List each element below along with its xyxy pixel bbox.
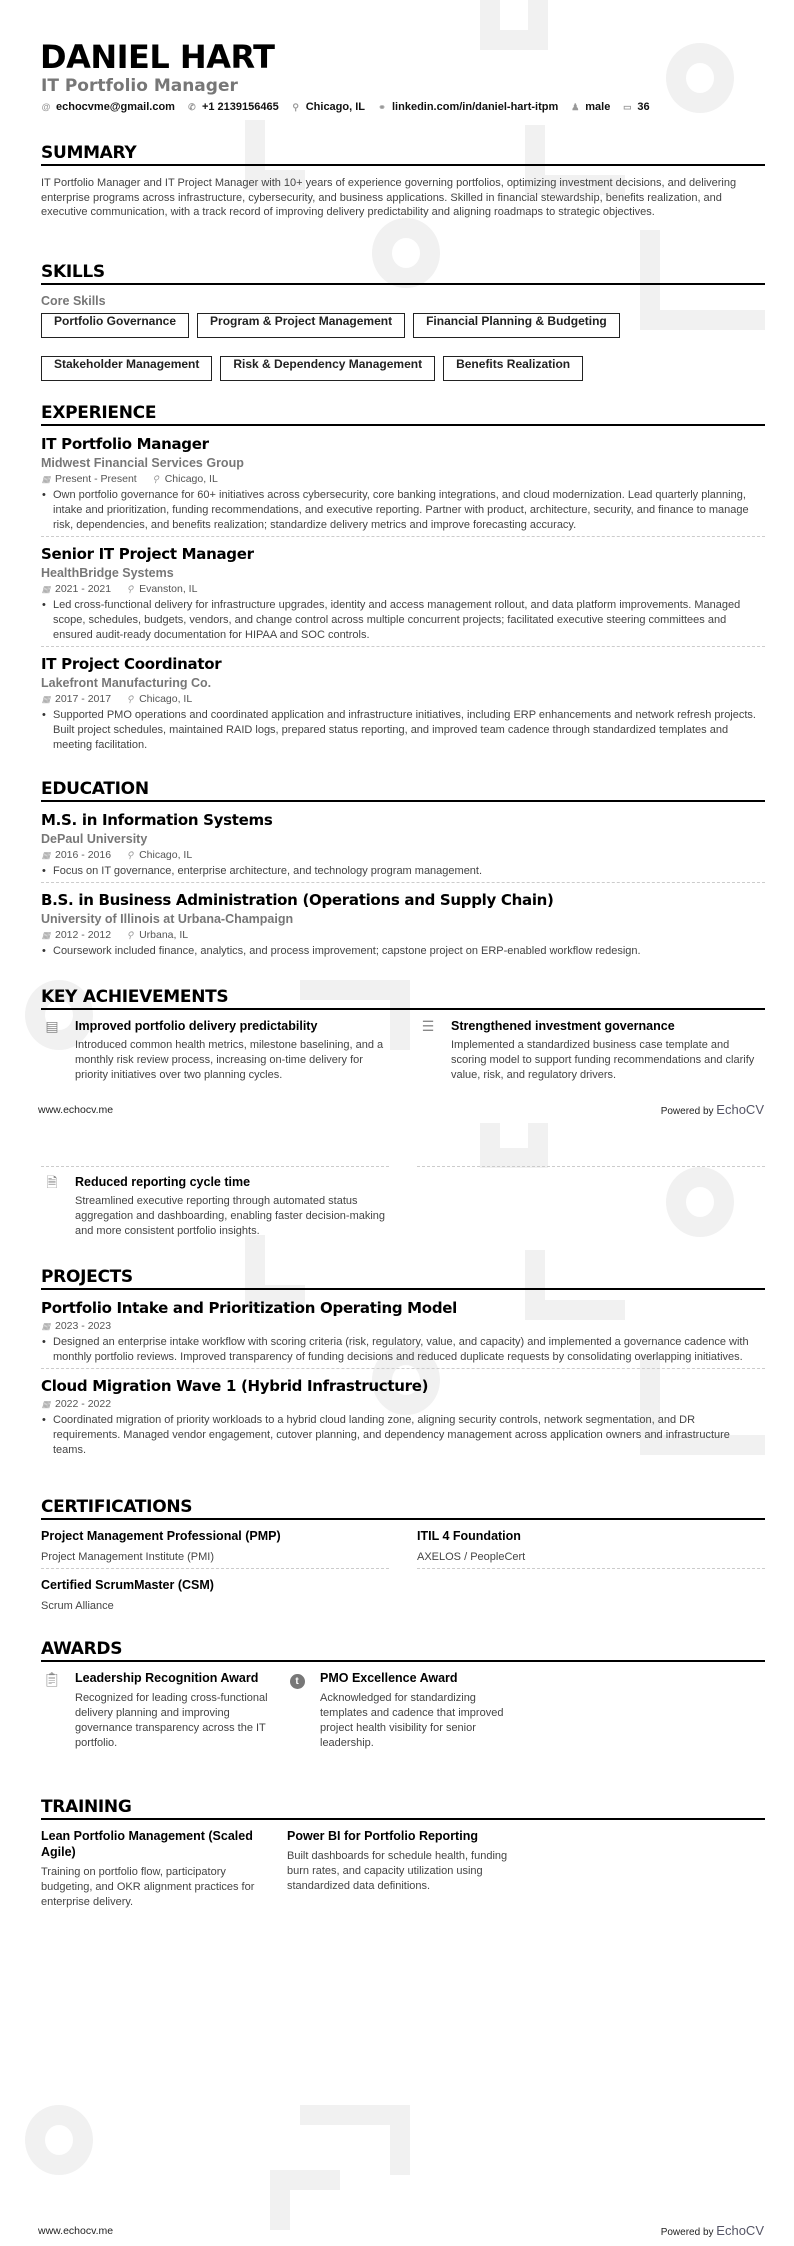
dates: 2022 - 2022 <box>55 1398 112 1410</box>
achievement-item <box>41 1017 389 1083</box>
training-item <box>287 1828 515 1910</box>
project-title: Portfolio Intake and Prioritization Operating Model <box>41 1299 457 1317</box>
skill-tags <box>41 313 765 381</box>
contact-text: 36 <box>637 101 650 113</box>
calendar-icon: ▦ <box>41 930 51 940</box>
awards-section <box>41 1639 765 1751</box>
dates: 2016 - 2016 <box>55 849 112 861</box>
location-icon: ⚲ <box>126 584 134 594</box>
watermark-bracket <box>480 1123 548 1168</box>
experience-entry <box>41 654 765 756</box>
dates: 2012 - 2012 <box>55 929 112 941</box>
training-section <box>41 1797 765 1910</box>
entry-meta <box>41 1319 765 1333</box>
project-title: Cloud Migration Wave 1 (Hybrid Infrastructure) <box>41 1377 429 1395</box>
dates: Present - Present <box>55 473 137 485</box>
training-title: Power BI for Portfolio Reporting <box>287 1829 478 1843</box>
brand-logo: EchoCV <box>716 2223 764 2238</box>
training-title: Lean Portfolio Management (Scaled Agile) <box>41 1829 253 1859</box>
contact-location <box>291 99 365 115</box>
bullet: • Own portfolio governance for 60+ initiatives across cybersecurity, core banking integrations, and cloud modernization. Lead quarterly planning, intake and prioritization, funding recommendations, and executive reporting. Partner with product, architecture, security, and finance to manage risk, dependencies, and benefits realization; standardize delivery metrics and improve forecasting accuracy. <box>53 488 765 533</box>
cert-issuer: Scrum Alliance <box>41 1600 114 1612</box>
badge-icon: t <box>286 1670 308 1751</box>
certification-item <box>41 1527 389 1569</box>
contact-list <box>41 99 650 115</box>
section-title: KEY ACHIEVEMENTS <box>41 987 765 1010</box>
calendar-icon: ▦ <box>41 474 51 484</box>
bullet: • Focus on IT governance, enterprise architecture, and technology program management. <box>53 864 765 879</box>
location: Chicago, IL <box>139 849 193 861</box>
bullet: • Led cross-functional delivery for infrastructure upgrades, identity and access management rollout, and data platform improvements. Managed scope, schedules, budgets, vendors, and change control across multiple concurrent projects; facilitated executive steering committees and ensured audit-ready documentation for HIPAA and SOC controls. <box>53 598 765 643</box>
certification-item <box>417 1527 765 1569</box>
company-name: Lakefront Manufacturing Co. <box>41 676 212 690</box>
achievements-section <box>41 987 765 1083</box>
achievement-text: Implemented a standardized business case template and scoring model to support funding recommendations and clarify value, risk, and regulatory drivers. <box>451 1039 755 1081</box>
dates: 2017 - 2017 <box>55 693 112 705</box>
contact-text: male <box>585 101 611 113</box>
section-title: TRAINING <box>41 1797 765 1820</box>
watermark-corner <box>300 2105 410 2175</box>
school: University of Illinois at Urbana-Champaign <box>41 912 294 926</box>
cert-title: Certified ScrumMaster (CSM) <box>41 1578 214 1592</box>
training-item <box>41 1828 269 1910</box>
cert-title: Project Management Professional (PMP) <box>41 1529 281 1543</box>
powered-by <box>661 2223 764 2238</box>
award-text: Acknowledged for standardizing templates and cadence that improved project health visibility for senior leadership. <box>320 1692 504 1749</box>
clipboard-icon: 📋︎ <box>43 1671 61 1687</box>
skill-tag: Portfolio Governance <box>41 313 189 338</box>
entry-meta <box>41 472 765 486</box>
section-title: CERTIFICATIONS <box>41 1497 765 1520</box>
training-text: Training on portfolio flow, participatory budgeting, and OKR alignment practices for enterprise delivery. <box>41 1866 255 1908</box>
section-title: SUMMARY <box>41 143 765 166</box>
candidate-name: DANIEL HART <box>40 38 275 76</box>
footer-site[interactable]: www.echocv.me <box>38 1104 114 1116</box>
location-icon: ⚲ <box>152 474 159 484</box>
bullet: • Supported PMO operations and coordinated application and infrastructure initiatives, including ERP enhancements and network refresh projects. Built project schedules, maintained RAID logs, prepared status reporting, and improved team cadence through standardized templates and meeting facilitation. <box>53 708 765 753</box>
education-entry <box>41 890 765 962</box>
watermark-ring <box>25 2105 93 2175</box>
phone-icon: ✆ <box>188 102 196 112</box>
experience-entry <box>41 434 765 537</box>
bullet: • Coordinated migration of priority workloads to a hybrid cloud landing zone, aligning security controls, network segmentation, and DR requirements. Managed vendor engagement, cutover planning, and dependency management across application owners and infrastructure teams. <box>53 1413 765 1458</box>
achievements-continued <box>41 1166 765 1239</box>
project-entry <box>41 1376 765 1461</box>
award-item <box>286 1670 516 1751</box>
entry-meta <box>41 692 765 706</box>
calendar-chart-icon: ▤ <box>45 1018 59 1034</box>
watermark-bracket <box>270 2170 340 2230</box>
watermark-bracket <box>480 0 548 50</box>
brand-logo: EchoCV <box>716 1102 764 1117</box>
achievement-title: Reduced reporting cycle time <box>75 1175 251 1189</box>
contact-linkedin[interactable] <box>377 99 558 115</box>
training-text: Built dashboards for schedule health, funding burn rates, and capacity utilization using standardized data definitions. <box>287 1850 508 1892</box>
cert-issuer: Project Management Institute (PMI) <box>41 1551 215 1563</box>
award-text: Recognized for leading cross-functional delivery planning and improving governance transparency across the IT portfolio. <box>75 1692 268 1749</box>
calendar-icon: ▦ <box>41 1399 51 1409</box>
contact-email[interactable] <box>41 99 175 115</box>
summary-text: IT Portfolio Manager and IT Project Manager with 10+ years of experience governing portfolios, optimizing investment decisions, and delivering enterprise programs across infrastructure, cybersecurity, and business applications. Skilled in financial stewardship, benefits realization, and executive communication, with a track record of improving delivery predictability and aligning roadmaps to strategic objectives. <box>41 177 737 218</box>
calendar-icon: ▦ <box>41 850 51 860</box>
entry-meta <box>41 582 765 596</box>
list-icon: ☰ <box>421 1018 435 1034</box>
location: Chicago, IL <box>139 693 193 705</box>
skill-tag: Benefits Realization <box>443 356 583 381</box>
experience-section <box>41 403 765 756</box>
dates: 2021 - 2021 <box>55 583 112 595</box>
calendar-icon: ▦ <box>41 584 51 594</box>
achievement-title: Strengthened investment governance <box>451 1019 675 1033</box>
skill-tag: Financial Planning & Budgeting <box>413 313 620 338</box>
watermark-ring <box>666 43 734 113</box>
entry-meta <box>41 848 765 862</box>
job-title: IT Project Coordinator <box>41 655 222 673</box>
calendar-icon: ▦ <box>41 694 51 704</box>
job-title: IT Portfolio Manager <box>41 435 209 453</box>
powered-label: Powered by <box>660 2227 714 2238</box>
user-icon: ♟ <box>571 102 580 112</box>
entry-meta <box>41 1397 765 1411</box>
link-icon: ⚭ <box>378 102 386 112</box>
location-icon: ⚲ <box>126 850 134 860</box>
education-section <box>41 779 765 962</box>
calendar-icon: ▦ <box>41 1321 51 1331</box>
contact-text: Chicago, IL <box>305 101 365 113</box>
certifications-section <box>41 1497 765 1617</box>
award-item <box>41 1670 271 1751</box>
skill-group-label: Core Skills <box>41 294 106 308</box>
achievement-text: Streamlined executive reporting through automated status aggregation and dashboarding, enabling faster decision-making and more consistent portfolio insights. <box>75 1195 386 1237</box>
company-name: HealthBridge Systems <box>41 566 174 580</box>
experience-entry <box>41 544 765 647</box>
document-yen-icon: 🗎 <box>46 1174 58 1190</box>
candidate-role: IT Portfolio Manager <box>41 76 238 96</box>
achievement-item <box>41 1173 389 1239</box>
contact-text: echocvme@gmail.com <box>56 101 175 113</box>
cert-issuer: AXELOS / PeopleCert <box>417 1551 526 1563</box>
contact-text: +1 2139156465 <box>201 101 279 113</box>
job-title: Senior IT Project Manager <box>41 545 254 563</box>
bullet: • Designed an enterprise intake workflow with scoring criteria (risk, regulatory, value, and capacity) and implemented a governance cadence with monthly portfolio reviews. Improved transparency of funding decisions and reduced duplicate requests by consolidating overlapping initiatives. <box>53 1335 765 1365</box>
location-icon: ⚲ <box>292 102 300 112</box>
powered-label: Powered by <box>660 1106 714 1117</box>
section-title: SKILLS <box>41 262 765 285</box>
section-title: EDUCATION <box>41 779 765 802</box>
location-icon: ⚲ <box>126 694 134 704</box>
skill-tag: Risk & Dependency Management <box>220 356 435 381</box>
company-name: Midwest Financial Services Group <box>41 456 244 470</box>
contact-phone[interactable] <box>187 99 279 115</box>
calendar-icon: ▭ <box>623 102 632 112</box>
location: Urbana, IL <box>139 929 189 941</box>
location-icon: ⚲ <box>126 930 134 940</box>
location: Evanston, IL <box>139 583 198 595</box>
award-title: Leadership Recognition Award <box>75 1671 259 1685</box>
school: DePaul University <box>41 832 148 846</box>
achievement-title: Improved portfolio delivery predictability <box>75 1019 318 1033</box>
project-entry <box>41 1298 765 1369</box>
cert-title: ITIL 4 Foundation <box>417 1529 521 1543</box>
projects-section <box>41 1267 765 1461</box>
degree: B.S. in Business Administration (Operations and Supply Chain) <box>41 891 554 909</box>
contact-age <box>622 99 649 115</box>
section-title: EXPERIENCE <box>41 403 765 426</box>
award-title: PMO Excellence Award <box>320 1671 458 1685</box>
achievement-text: Introduced common health metrics, milestone baselining, and a monthly risk review process, increasing on-time delivery for priority initiatives over two planning cycles. <box>75 1039 384 1081</box>
entry-meta <box>41 928 765 942</box>
section-title: PROJECTS <box>41 1267 765 1290</box>
contact-text: linkedin.com/in/daniel-hart-itpm <box>392 101 559 113</box>
skills-section <box>41 262 765 381</box>
achievement-item <box>417 1017 765 1083</box>
footer-site[interactable]: www.echocv.me <box>38 2225 114 2237</box>
degree: M.S. in Information Systems <box>41 811 273 829</box>
bullet: • Coursework included finance, analytics, and process improvement; capstone project on ERP-enabled workflow redesign. <box>53 944 765 959</box>
summary-section <box>41 143 765 220</box>
certification-item <box>41 1576 389 1617</box>
powered-by <box>661 1102 764 1117</box>
skill-tag: Program & Project Management <box>197 313 405 338</box>
skill-tag: Stakeholder Management <box>41 356 212 381</box>
section-title: AWARDS <box>41 1639 765 1662</box>
dates: 2023 - 2023 <box>55 1320 112 1332</box>
education-entry <box>41 810 765 883</box>
at-icon: @ <box>41 102 51 112</box>
location: Chicago, IL <box>164 473 218 485</box>
contact-gender <box>570 99 610 115</box>
